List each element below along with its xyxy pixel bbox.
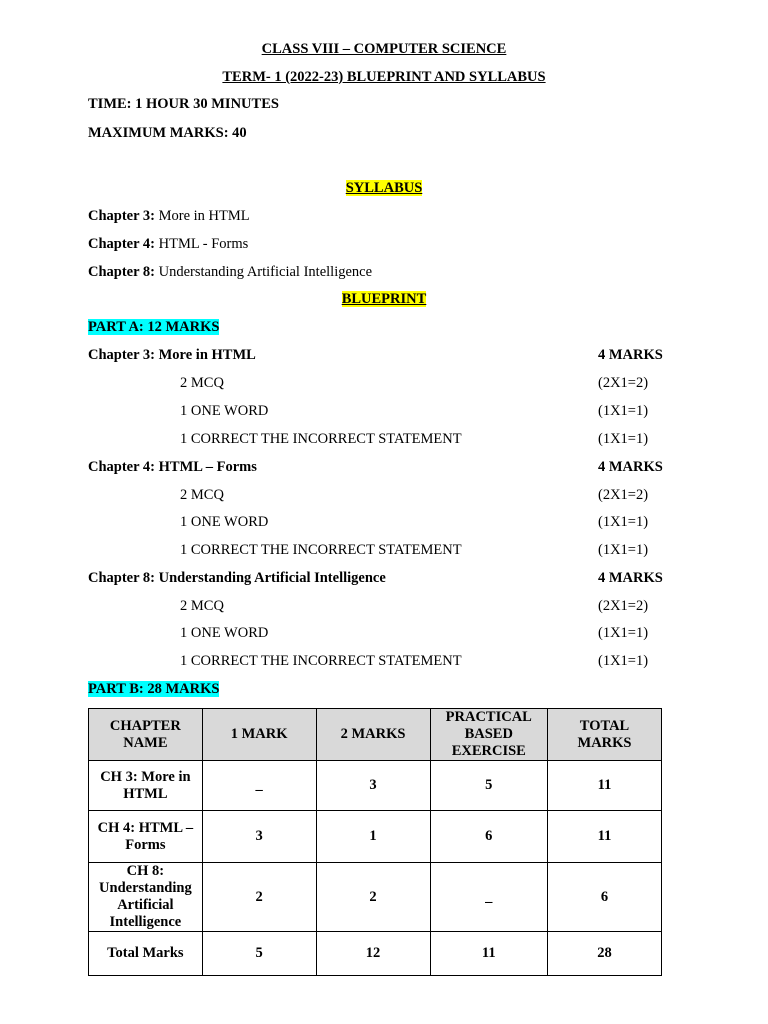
table-row [89,761,662,811]
maximum-marks: MAXIMUM MARKS: 40 [88,125,247,141]
question-calc: (1X1=1) [598,403,649,419]
table-cell: 5 [430,761,548,811]
part-a-heading-row [88,318,219,336]
table-cell: CH 3: More in HTML [89,761,203,811]
syllabus-chapter-label: Chapter 8: [88,264,155,280]
question-type: 1 ONE WORD [180,403,269,419]
document-subtitle: TERM- 1 (2022-23) BLUEPRINT AND SYLLABUS [222,69,546,85]
part-a-chapter-marks: 4 MARKS [598,459,663,475]
question-calc: (1X1=1) [598,514,649,530]
exam-time: TIME: 1 HOUR 30 MINUTES [88,96,279,112]
table-cell: 11 [430,932,548,976]
table-cell: 5 [202,932,316,976]
syllabus-chapter-name: Understanding Artificial Intelligence [158,264,373,280]
syllabus-chapter [88,263,372,281]
table-row [89,863,662,932]
question-type: 1 ONE WORD [180,625,269,641]
part-a-heading: PART A: 12 MARKS [88,319,220,335]
table-cell: 3 [316,761,430,811]
question-type: 1 ONE WORD [180,514,269,530]
syllabus-chapter-label: Chapter 4: [88,236,155,252]
part-b-heading: PART B: 28 MARKS [88,681,220,697]
question-type: 1 CORRECT THE INCORRECT STATEMENT [180,431,462,447]
blueprint-heading-row [0,290,768,308]
table-cell: 11 [548,811,662,863]
table-cell: 6 [430,811,548,863]
document-title: CLASS VIII – COMPUTER SCIENCE [261,41,507,57]
part-a-chapter-marks: 4 MARKS [598,347,663,363]
table-cell: 28 [548,932,662,976]
table-header-cell: CHAPTER NAME [89,709,203,761]
question-type: 1 CORRECT THE INCORRECT STATEMENT [180,653,462,669]
question-type: 2 MCQ [180,375,224,391]
syllabus-chapter-name: HTML - Forms [158,236,249,252]
table-cell: 2 [316,863,430,932]
table-header-cell: 2 MARKS [316,709,430,761]
table-cell: Total Marks [89,932,203,976]
part-a-chapter-marks: 4 MARKS [598,570,663,586]
syllabus-chapter [88,207,250,225]
part-a-chapter-title: Chapter 3: More in HTML [88,347,256,363]
table-cell: 11 [548,761,662,811]
table-row [89,811,662,863]
part-b-marks-table [88,708,662,976]
table-cell: 1 [316,811,430,863]
syllabus-chapter [88,235,248,253]
question-calc: (1X1=1) [598,653,649,669]
table-cell: CH 4: HTML – Forms [89,811,203,863]
table-header-cell: TOTAL MARKS [548,709,662,761]
question-type: 1 CORRECT THE INCORRECT STATEMENT [180,542,462,558]
part-a-chapter-title: Chapter 4: HTML – Forms [88,459,257,475]
table-cell: 6 [548,863,662,932]
syllabus-chapter-name: More in HTML [158,208,250,224]
part-a-chapter-title: Chapter 8: Understanding Artificial Intelligence [88,570,386,586]
table-cell: 3 [202,811,316,863]
question-calc: (1X1=1) [598,625,649,641]
question-calc: (2X1=2) [598,598,649,614]
blueprint-heading: BLUEPRINT [341,291,427,307]
table-cell: _ [430,863,548,932]
question-calc: (1X1=1) [598,542,649,558]
question-type: 2 MCQ [180,487,224,503]
table-header-cell: PRACTICAL BASED EXERCISE [430,709,548,761]
table-header-cell: 1 MARK [202,709,316,761]
question-type: 2 MCQ [180,598,224,614]
syllabus-heading: SYLLABUS [345,180,423,196]
syllabus-heading-row [0,179,768,197]
syllabus-chapter-label: Chapter 3: [88,208,155,224]
table-cell: _ [202,761,316,811]
part-b-heading-row [88,680,219,698]
question-calc: (1X1=1) [598,431,649,447]
table-cell: 2 [202,863,316,932]
question-calc: (2X1=2) [598,375,649,391]
question-calc: (2X1=2) [598,487,649,503]
table-total-row [89,932,662,976]
table-cell: CH 8: Understanding Artificial Intelligence [89,863,203,932]
table-header-row [89,709,662,761]
table-cell: 12 [316,932,430,976]
